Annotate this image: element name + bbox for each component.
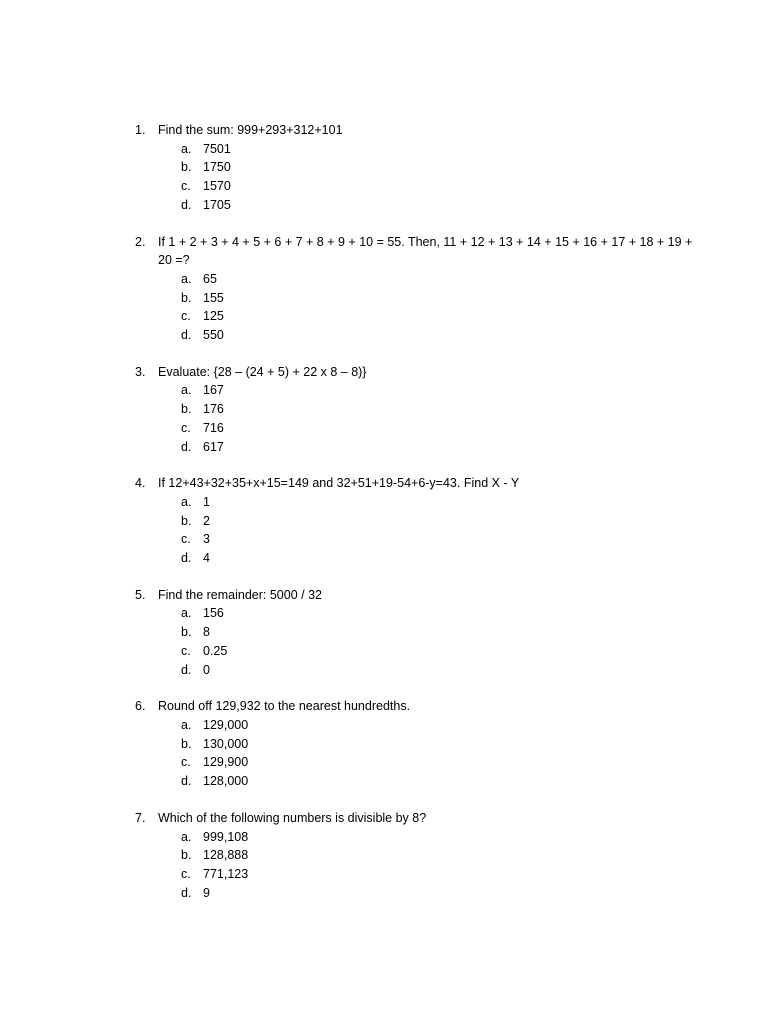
choice-text: 9	[203, 885, 210, 900]
choice-list	[135, 270, 695, 345]
question-number: 2.	[135, 234, 146, 249]
question-text: If 12+43+32+35+x+15=149 and 32+51+19-54+6-y=43. Find X - Y	[158, 476, 520, 491]
choice-item	[135, 772, 695, 791]
choice-text: 550	[203, 328, 224, 343]
choice-letter: b.	[181, 513, 192, 528]
choice-item	[135, 438, 695, 457]
choice-letter: b.	[181, 736, 192, 751]
choice-letter: c.	[181, 309, 191, 324]
question-stem	[135, 809, 695, 828]
choice-letter: d.	[181, 885, 192, 900]
choice-item	[135, 140, 695, 159]
question-7	[135, 809, 695, 903]
question-text: Find the remainder: 5000 / 32	[158, 587, 322, 602]
choice-list	[135, 381, 695, 456]
choice-text: 176	[203, 402, 224, 417]
question-stem	[135, 121, 695, 140]
question-2	[135, 233, 695, 345]
choice-letter: c.	[181, 755, 191, 770]
question-list	[135, 121, 695, 920]
choice-text: 617	[203, 439, 224, 454]
choice-text: 1	[203, 494, 210, 509]
choice-item	[135, 419, 695, 438]
choice-item	[135, 512, 695, 531]
choice-item	[135, 158, 695, 177]
choice-item	[135, 270, 695, 289]
question-4	[135, 474, 695, 568]
question-text: Round off 129,932 to the nearest hundredths.	[158, 699, 411, 714]
question-3	[135, 363, 695, 457]
choice-item	[135, 530, 695, 549]
question-number: 3.	[135, 364, 146, 379]
choice-letter: c.	[181, 532, 191, 547]
choice-text: 156	[203, 606, 224, 621]
choice-item	[135, 549, 695, 568]
question-1	[135, 121, 695, 215]
choice-letter: a.	[181, 717, 192, 732]
question-number: 4.	[135, 476, 146, 491]
choice-item	[135, 642, 695, 661]
question-text: If 1 + 2 + 3 + 4 + 5 + 6 + 7 + 8 + 9 + 10 = 55. Then, 11 + 12 + 13 + 14 + 15 + 16 + 17 + 18 + 19 + 20 =?	[158, 234, 693, 268]
choice-item	[135, 289, 695, 308]
choice-text: 0.25	[203, 643, 228, 658]
question-stem	[135, 697, 695, 716]
choice-text: 65	[203, 271, 217, 286]
question-stem	[135, 586, 695, 605]
choice-list	[135, 493, 695, 568]
choice-text: 129,900	[203, 755, 249, 770]
choice-item	[135, 865, 695, 884]
choice-item	[135, 307, 695, 326]
choice-item	[135, 846, 695, 865]
choice-letter: c.	[181, 643, 191, 658]
choice-letter: a.	[181, 606, 192, 621]
question-number: 1.	[135, 123, 146, 137]
choice-item	[135, 604, 695, 623]
choice-text: 999,108	[203, 829, 249, 844]
choice-letter: b.	[181, 160, 192, 175]
choice-letter: a.	[181, 829, 192, 844]
choice-text: 167	[203, 383, 224, 398]
choice-letter: b.	[181, 848, 192, 863]
question-stem	[135, 474, 695, 493]
choice-text: 1570	[203, 179, 231, 194]
choice-text: 2	[203, 513, 210, 528]
choice-list	[135, 828, 695, 903]
choice-letter: c.	[181, 420, 191, 435]
choice-text: 0	[203, 662, 210, 677]
choice-text: 129,000	[203, 717, 249, 732]
choice-text: 128,888	[203, 848, 249, 863]
choice-letter: b.	[181, 290, 192, 305]
choice-item	[135, 400, 695, 419]
choice-letter: b.	[181, 625, 192, 640]
choice-letter: c.	[181, 866, 191, 881]
choice-list	[135, 716, 695, 791]
question-stem	[135, 233, 695, 270]
question-number: 5.	[135, 587, 146, 602]
choice-item	[135, 828, 695, 847]
question-number: 6.	[135, 699, 146, 714]
choice-text: 4	[203, 551, 210, 566]
choice-text: 1750	[203, 160, 231, 175]
choice-letter: d.	[181, 551, 192, 566]
question-text: Which of the following numbers is divisible by 8?	[158, 810, 427, 825]
choice-item	[135, 326, 695, 345]
question-text: Evaluate: {28 – (24 + 5) + 22 x 8 – 8)}	[158, 364, 367, 379]
choice-text: 1705	[203, 197, 231, 212]
choice-item	[135, 381, 695, 400]
question-text: Find the sum: 999+293+312+101	[158, 123, 343, 137]
choice-item	[135, 177, 695, 196]
choice-letter: b.	[181, 402, 192, 417]
choice-letter: d.	[181, 774, 192, 789]
choice-text: 155	[203, 290, 224, 305]
choice-letter: d.	[181, 328, 192, 343]
choice-item	[135, 493, 695, 512]
question-6	[135, 697, 695, 791]
choice-letter: a.	[181, 141, 192, 156]
choice-text: 716	[203, 420, 224, 435]
choice-item	[135, 735, 695, 754]
choice-item	[135, 716, 695, 735]
choice-text: 8	[203, 625, 210, 640]
choice-letter: a.	[181, 271, 192, 286]
choice-letter: d.	[181, 197, 192, 212]
choice-item	[135, 661, 695, 680]
choice-item	[135, 753, 695, 772]
choice-text: 771,123	[203, 866, 249, 881]
choice-letter: d.	[181, 439, 192, 454]
choice-item	[135, 196, 695, 215]
choice-text: 7501	[203, 141, 231, 156]
question-stem	[135, 363, 695, 382]
choice-letter: d.	[181, 662, 192, 677]
choice-letter: a.	[181, 494, 192, 509]
choice-item	[135, 623, 695, 642]
choice-letter: a.	[181, 383, 192, 398]
choice-text: 3	[203, 532, 210, 547]
choice-text: 130,000	[203, 736, 249, 751]
choice-list	[135, 604, 695, 679]
choice-list	[135, 140, 695, 215]
question-5	[135, 586, 695, 680]
choice-item	[135, 884, 695, 903]
choice-text: 125	[203, 309, 224, 324]
question-number: 7.	[135, 810, 146, 825]
choice-text: 128,000	[203, 774, 249, 789]
choice-letter: c.	[181, 179, 191, 194]
